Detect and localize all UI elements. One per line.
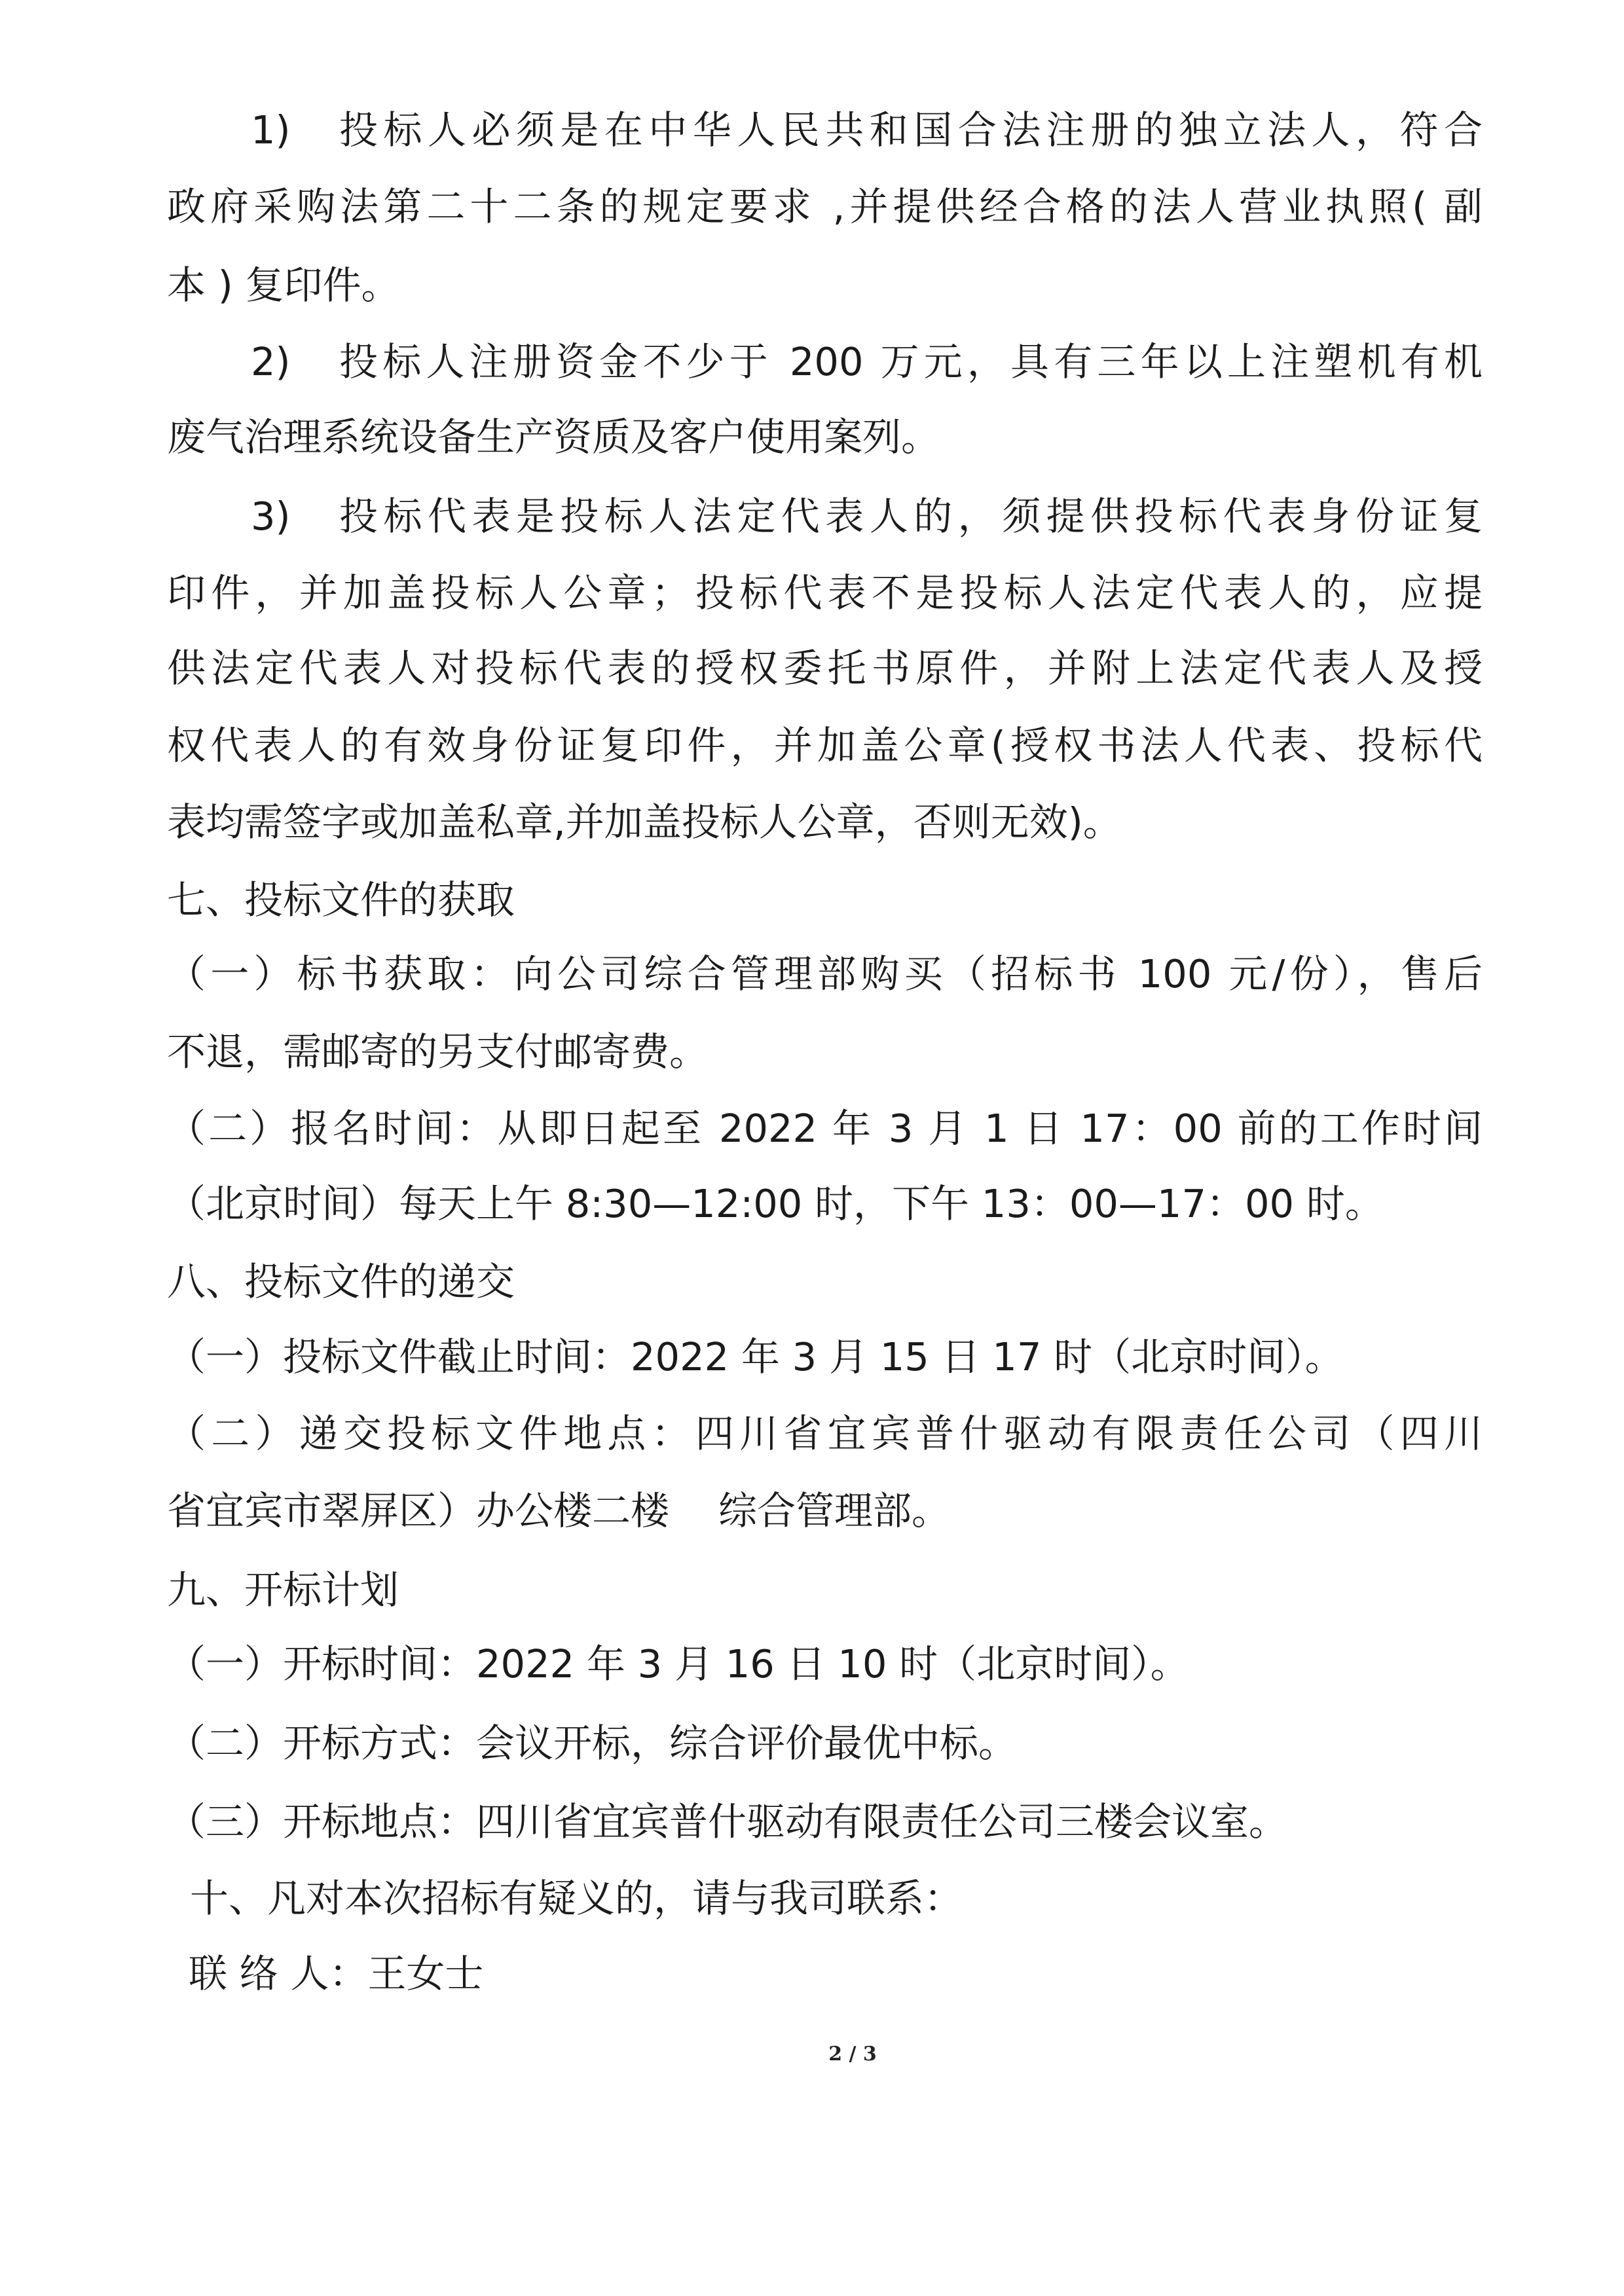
requirement-number: 1): [251, 107, 291, 153]
requirement-3-line: 印件，并加盖投标人公章；投标代表不是投标人法定代表人的，应提: [167, 570, 1483, 615]
section-item-line: （二）报名时间：从即日起至 2022 年 3 月 1 日 17：00 前的工作时间: [167, 1106, 1483, 1151]
section-item-line: （二）递交投标文件地点：四川省宜宾普什驱动有限责任公司（四川: [167, 1411, 1483, 1456]
section-item-line: （二）开标方式：会议开标，综合评价最优中标。: [167, 1721, 1018, 1766]
requirement-3-line: 供法定代表人对投标代表的授权委托书原件，并附上法定代表人及授: [167, 646, 1483, 691]
requirement-number: 3): [251, 494, 291, 539]
contact-label: 联 络 人：: [189, 1951, 368, 1996]
requirement-3-line: 表均需签字或加盖私章,并加盖投标人公章，否则无效)。: [167, 799, 1122, 845]
requirement-3-line: 投标代表是投标人法定代表人的，须提供投标代表身份证复: [339, 494, 1483, 539]
section-item-line: （一）标书获取：向公司综合管理部购买（招标书 100 元/份），售后: [167, 951, 1483, 996]
section-item-line: （一）开标时间：2022 年 3 月 16 日 10 时（北京时间）。: [167, 1641, 1189, 1686]
section-heading: 七、投标文件的获取: [167, 877, 515, 922]
section-item-line: （北京时间）每天上午 8:30—12:00 时，下午 13：00—17：00 时。: [167, 1181, 1384, 1226]
contact-line: [189, 1935, 1483, 2012]
requirement-number: 2): [251, 339, 291, 384]
requirement-1-line: 本 ) 复印件。: [167, 263, 400, 308]
section-item-line: （三）开标地点：四川省宜宾普什驱动有限责任公司三楼会议室。: [167, 1799, 1288, 1844]
section-heading: 九、开标计划: [167, 1567, 399, 1613]
requirement-2-line: 投标人注册资金不少于 200 万元，具有三年以上注塑机有机: [339, 339, 1483, 384]
section-item-line: 省宜宾市翠屏区）办公楼二楼 综合管理部。: [167, 1488, 951, 1533]
section-item-line: 不退，需邮寄的另支付邮寄费。: [167, 1029, 709, 1074]
section-heading: 八、投标文件的递交: [167, 1259, 515, 1304]
requirement-1-line: 投标人必须是在中华人民共和国合法注册的独立法人，符合: [339, 107, 1483, 153]
section-heading: 十、凡对本次招标有疑义的，请与我司联系：: [190, 1876, 963, 1921]
requirement-1-line: 政府采购法第二十二条的规定要求 ,并提供经合格的法人营业执照( 副: [167, 184, 1483, 229]
requirement-2-line: 废气治理系统设备生产资质及客户使用案列。: [167, 414, 940, 460]
requirement-3-line: 权代表人的有效身份证复印件，并加盖公章(授权书法人代表、投标代: [167, 723, 1483, 768]
section-item-line: （一）投标文件截止时间：2022 年 3 月 15 日 17 时（北京时间）。: [167, 1334, 1344, 1379]
page-number: 2 / 3: [828, 2043, 877, 2066]
contact-name: 王女士: [367, 1951, 484, 1996]
